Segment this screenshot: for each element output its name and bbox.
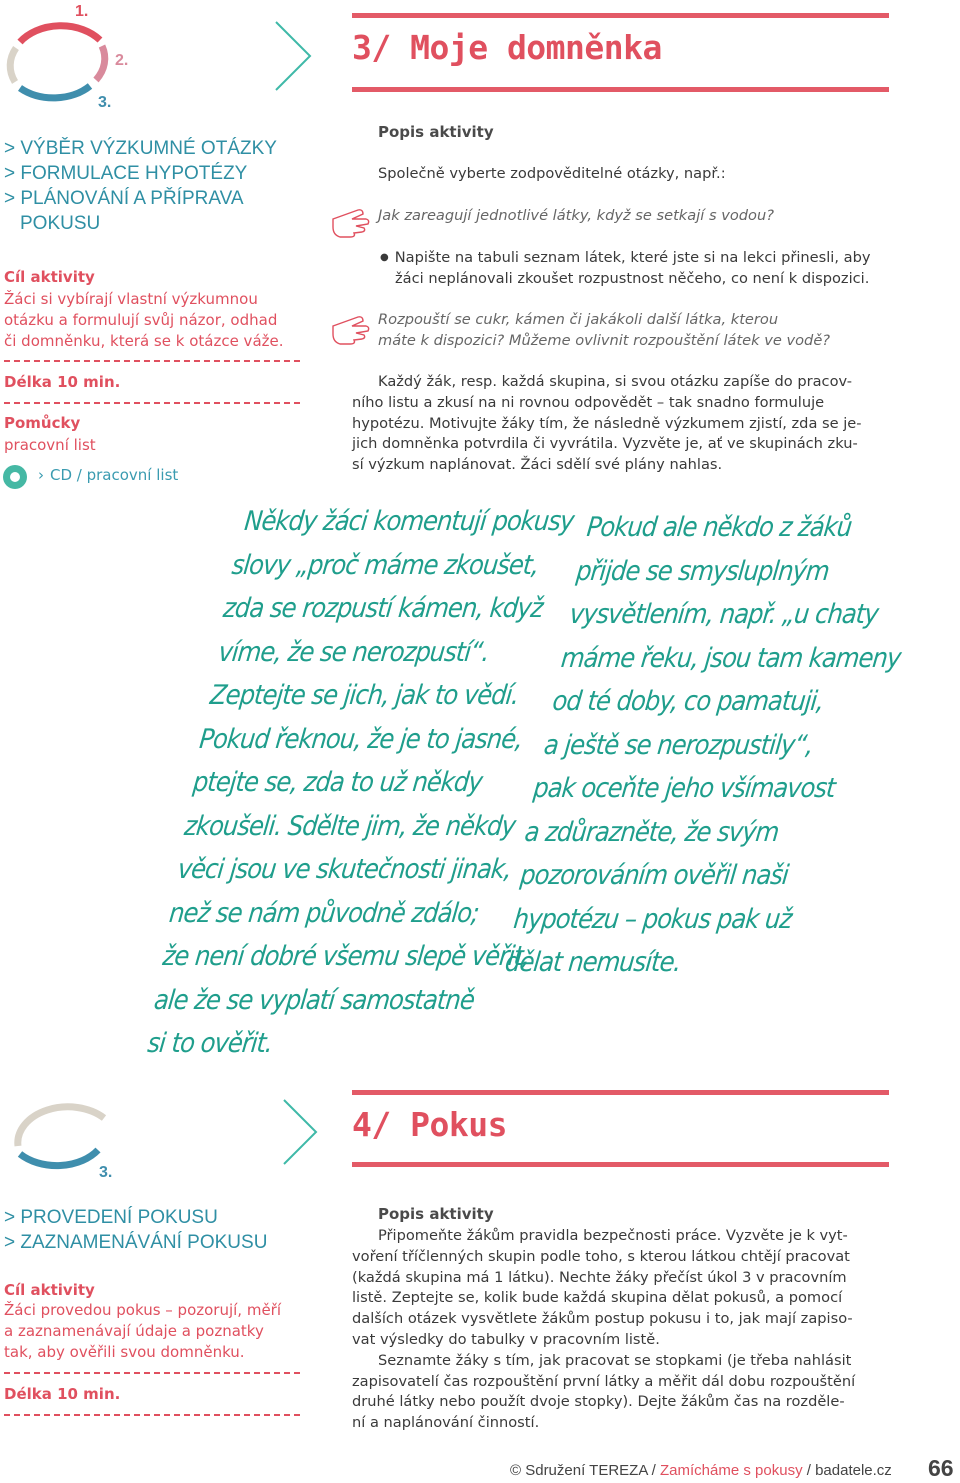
paragraph-line: vat výsledky do tabulky v pracovním listě. bbox=[352, 1330, 660, 1348]
description-paragraph bbox=[352, 372, 867, 476]
handwritten-line: a ještě se nerozpustily“, bbox=[542, 729, 815, 761]
cycle-arc-step-3 bbox=[20, 86, 90, 98]
step-number-3: 3. bbox=[99, 1164, 113, 1181]
example-question-1: Jak zareagují jednotlivé látky, když se setkají s vodou? bbox=[378, 207, 774, 224]
title-bar-top bbox=[352, 13, 889, 18]
bullet-item bbox=[380, 248, 871, 290]
goal-line: Žáci provedou pokus – pozorují, měří bbox=[4, 1301, 282, 1319]
paragraph-line: listě. Zeptejte se, kolik bude každá skupina dělat pokusů, a pomocí bbox=[352, 1289, 843, 1307]
duration-label: Délka 10 min. bbox=[4, 373, 121, 391]
goal-line: či domněnku, která se k otázce váže. bbox=[4, 332, 284, 350]
divider bbox=[4, 1372, 300, 1374]
phase-nav-item: > PROVEDENÍ POKUSU bbox=[4, 1207, 218, 1228]
paragraph-line: jich domněnka potvrdila či vyvrátila. Vyzvěte je, ať ve skupinách zku- bbox=[352, 435, 858, 453]
question-line: Rozpouští se cukr, kámen či jakákoli další látka, kterou bbox=[378, 311, 779, 328]
handwritten-line: zda se rozpustí kámen, když bbox=[221, 593, 545, 624]
example-question-2 bbox=[378, 310, 830, 352]
cycle-arc-step-1 bbox=[20, 26, 100, 42]
handwritten-line: věci jsou ve skutečnosti jinak, bbox=[176, 854, 513, 885]
tools-label: Pomůcky bbox=[4, 414, 81, 432]
page-number: 66 bbox=[928, 1455, 954, 1481]
bullet-line: žáci neplánovali zkoušet rozpustnost něčeho, co není k dispozici. bbox=[395, 269, 870, 287]
description-paragraph bbox=[352, 1226, 867, 1434]
bullet-dot: ● bbox=[380, 252, 389, 263]
duration-label: Délka 10 min. bbox=[4, 1385, 121, 1403]
handwritten-line: pak oceňte jeho všímavost bbox=[531, 773, 837, 804]
cd-icon bbox=[2, 464, 30, 490]
popis-label: Popis aktivity bbox=[378, 1205, 494, 1223]
goal-line: Žáci si vybírají vlastní výzkumnou bbox=[4, 290, 258, 308]
goal-line: otázku a formulují svůj názor, odhad bbox=[4, 311, 278, 329]
divider bbox=[4, 1414, 300, 1416]
handwritten-line: slovy „proč máme zkoušet, bbox=[230, 549, 540, 581]
handwritten-line: pozorováním ověřil naši bbox=[518, 860, 790, 891]
cd-link-label: CD / pracovní list bbox=[50, 466, 179, 484]
section-title: 3/ Moje domněnka bbox=[352, 28, 662, 67]
hand-pointer-icon bbox=[330, 312, 372, 348]
divider bbox=[4, 360, 300, 362]
handwritten-line: ale že se vyplatí samostatně bbox=[152, 984, 476, 1016]
phase-nav bbox=[4, 1205, 267, 1255]
intro-text: Společně vyberte zodpověditelné otázky, např.: bbox=[378, 165, 726, 182]
paragraph-line: druhé látky nebo použít dvoje stopky). Dejte žákům čas na rozděle- bbox=[352, 1393, 845, 1411]
title-bar-bottom bbox=[352, 87, 889, 92]
step-number-3: 3. bbox=[98, 94, 112, 111]
handwritten-line: od té doby, co pamatuji, bbox=[550, 686, 825, 717]
title-bar-top bbox=[352, 1090, 889, 1095]
handwritten-line: Někdy žáci komentují pokusy bbox=[242, 506, 576, 537]
goal-label: Cíl aktivity bbox=[4, 268, 95, 286]
divider bbox=[4, 402, 300, 404]
goal-text bbox=[4, 1300, 281, 1363]
handwritten-line: a zdůrazněte, že svým bbox=[523, 816, 781, 848]
chevron-arrow-icon bbox=[280, 1096, 324, 1168]
cycle-arc-step-2 bbox=[96, 46, 105, 80]
handwritten-line: dělat nemusíte. bbox=[503, 947, 683, 978]
step-number-2: 2. bbox=[115, 52, 129, 69]
handwritten-line: že není dobré všemu slepě věřit, bbox=[161, 941, 531, 972]
cd-link[interactable] bbox=[38, 466, 178, 484]
chevron-arrow-icon bbox=[272, 18, 316, 94]
step-number-1: 1. bbox=[75, 3, 89, 20]
phase-nav-item: > ZAZNAMENÁVÁNÍ POKUSU bbox=[4, 1232, 268, 1253]
footer-site[interactable]: / badatele.cz bbox=[806, 1462, 892, 1479]
paragraph-line: voření tříčlenných skupin podle toho, s kterou látkou chtějí pracovat bbox=[352, 1247, 850, 1265]
handwritten-line: Zeptejte se jich, jak to vědí. bbox=[208, 680, 520, 711]
paragraph-line: Každý žák, resp. každá skupina, si svou otázku zapíše do pracov- bbox=[378, 373, 853, 390]
footer-title: Zamícháme s pokusy bbox=[660, 1462, 803, 1479]
handwritten-line: hypotézu – pokus pak už bbox=[512, 903, 793, 935]
cycle-arc-step-3 bbox=[20, 1150, 98, 1166]
paragraph-line: ního listu a zkusí na ni rovnou odpovědět – tak snadno formuluje bbox=[352, 393, 825, 411]
goal-line: tak, aby ověřili svou domněnku. bbox=[4, 1343, 245, 1361]
section-title: 4/ Pokus bbox=[352, 1105, 507, 1144]
footer bbox=[510, 1462, 892, 1479]
handwritten-line: máme řeku, jsou tam kameny bbox=[559, 642, 902, 674]
tools-value: pracovní list bbox=[4, 436, 96, 454]
phase-nav-item: > VÝBĚR VÝZKUMNÉ OTÁZKY bbox=[4, 138, 277, 159]
handwritten-line: víme, že se nerozpustí“. bbox=[217, 636, 491, 668]
handwritten-note-right bbox=[503, 506, 916, 985]
phase-nav-item: > PLÁNOVÁNÍ A PŘÍPRAVA bbox=[4, 188, 244, 209]
paragraph-line: sí výzkum naplánovat. Žáci sdělí své plány nahlas. bbox=[352, 456, 723, 474]
popis-label: Popis aktivity bbox=[378, 123, 494, 141]
paragraph-line: (každá skupina má 1 látku). Nechte žáky přečíst úkol 3 v pracovním bbox=[352, 1268, 847, 1286]
title-bar-bottom bbox=[352, 1162, 889, 1167]
handwritten-line: ptejte se, zda to už někdy bbox=[191, 767, 484, 798]
phase-nav-item: > FORMULACE HYPOTÉZY bbox=[4, 163, 248, 184]
paragraph-line: dalších otázek vysvětlete žákům postup pokusu i to, jak mají zapiso- bbox=[352, 1310, 853, 1328]
paragraph-line: Připomeňte žákům pravidla bezpečnosti práce. Vyzvěte je k vyt- bbox=[378, 1227, 848, 1244]
goal-label: Cíl aktivity bbox=[4, 1281, 95, 1299]
bullet-line: Napište na tabuli seznam látek, které jste si na lekci přinesli, aby bbox=[394, 249, 871, 266]
cycle-arc-rest bbox=[10, 48, 16, 82]
footer-org: © Sdružení TEREZA / bbox=[510, 1462, 656, 1479]
paragraph-line: hypotézu. Motivujte žáky tím, že následně výzkumem zjistí, zda se je- bbox=[352, 414, 862, 432]
phase-nav-item: POKUSU bbox=[20, 213, 101, 234]
hand-pointer-icon bbox=[330, 205, 372, 241]
handwritten-line: Pokud ale někdo z žáků bbox=[585, 512, 853, 543]
paragraph-line: ní a naplánování činností. bbox=[352, 1414, 540, 1432]
cycle-arc-rest bbox=[18, 1107, 104, 1146]
paragraph-line: Seznamte žáky s tím, jak pracovat se stopkami (je třeba nahlásit bbox=[378, 1351, 852, 1369]
phase-nav bbox=[4, 136, 277, 236]
question-line: máte k dispozici? Můžeme ovlivnit rozpouštění látek ve vodě? bbox=[378, 331, 831, 349]
handwritten-line: než se nám původně zdálo; bbox=[167, 897, 481, 929]
goal-text bbox=[4, 289, 284, 352]
handwritten-line: si to ověřit. bbox=[145, 1028, 274, 1059]
handwritten-line: vysvětlením, např. „u chaty bbox=[568, 599, 880, 630]
goal-line: a zaznamenávají údaje a poznatky bbox=[4, 1322, 264, 1340]
handwritten-line: Pokud řeknou, že je to jasné, bbox=[197, 723, 524, 755]
paragraph-line: zapisovatelí čas rozpouštění první látky a měřit dál dobu rozpouštění bbox=[352, 1372, 856, 1390]
handwritten-line: přijde se smysluplným bbox=[574, 555, 831, 587]
handwritten-line: zkoušeli. Sdělte jim, že někdy bbox=[182, 810, 517, 842]
chevron-right-icon: › bbox=[38, 466, 44, 484]
